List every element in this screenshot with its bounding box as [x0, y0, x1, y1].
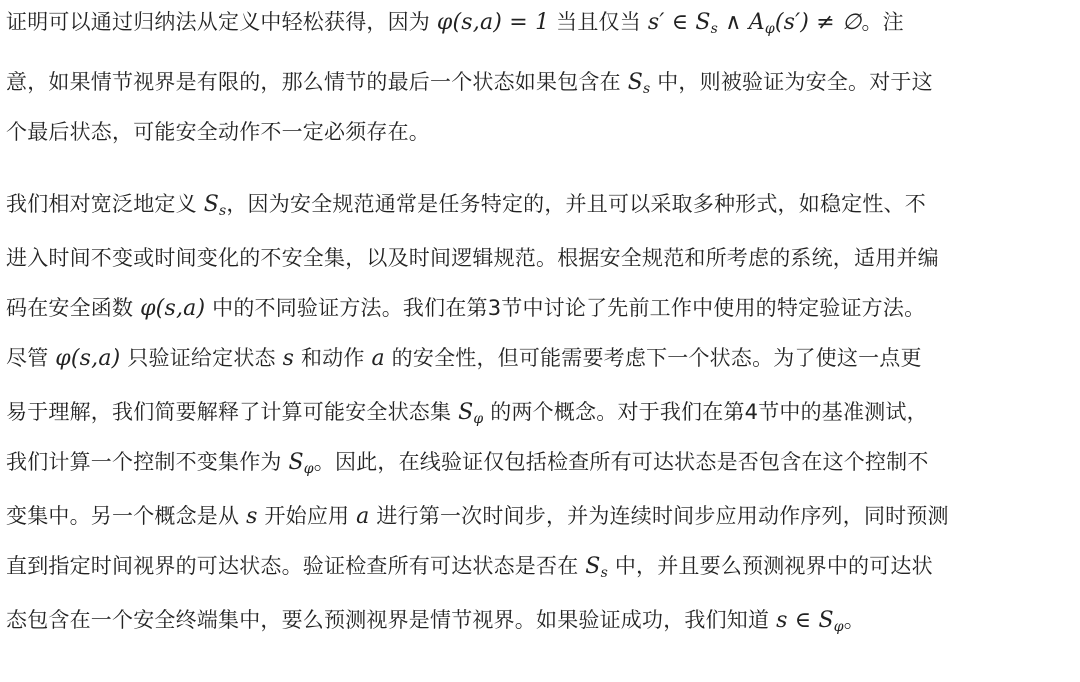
math-symbols: φ(s,a) [55, 346, 121, 371]
math-expression [437, 10, 549, 35]
text-segment: 只验证给定状态 [120, 346, 283, 370]
text-segment: 。注 [861, 10, 904, 34]
math-subscript: s [218, 203, 227, 219]
text-segment: 我们相对宽泛地定义 [6, 192, 204, 216]
text-segment: 。 [843, 608, 865, 632]
math-symbols: a [356, 504, 370, 529]
math-symbols: S [458, 400, 474, 425]
math-symbols: s [246, 504, 258, 529]
math-expression [246, 504, 258, 529]
text-segment: 和动作 [294, 346, 372, 370]
math-expression [775, 10, 862, 35]
text-segment: 进入时间不变或时间变化的不安全集，以及时间逻辑规范。根据安全规范和所考虑的系统，适用并编 [6, 246, 939, 270]
text-segment: 易于理解，我们简要解释了计算可能安全状态集 [6, 400, 459, 424]
text-line [6, 442, 1074, 482]
text-segment: 。因此，在线验证仅包括检查所有可达状态是否包含在这个控制不 [313, 450, 929, 474]
text-segment: 变集中。另一个概念是从 [6, 504, 247, 528]
text-line [6, 338, 1074, 378]
text-segment: 进行第一次时间步，并为连续时间步应用动作序列，同时预测 [369, 504, 949, 528]
math-expression [776, 608, 844, 633]
math-expression [204, 192, 227, 217]
text-segment: 个最后状态，可能安全动作不一定必须存在。 [6, 120, 430, 144]
math-symbols: S [627, 70, 643, 95]
text-line [6, 392, 1074, 432]
math-symbols: S [203, 192, 219, 217]
math-symbols: ∧ A [718, 10, 765, 35]
math-subscript: s [710, 21, 719, 37]
math-symbols: S [288, 450, 304, 475]
text-line [6, 62, 1074, 102]
text-segment: 意，如果情节视界是有限的，那么情节的最后一个状态如果包含在 [6, 70, 628, 94]
math-subscript: φ [764, 21, 775, 37]
math-expression [718, 10, 775, 35]
text-segment: 中，并且要么预测视界中的可达状 [607, 554, 933, 578]
text-segment: 的两个概念。对于我们在第4节中的基准测试， [483, 400, 928, 424]
text-segment: 证明可以通过归纳法从定义中轻松获得，因为 [6, 10, 437, 34]
text-line [6, 2, 1074, 42]
math-symbols: a [371, 346, 385, 371]
text-line [6, 238, 1074, 278]
text-line [6, 546, 1074, 586]
text-segment: 开始应用 [257, 504, 357, 528]
text-line [6, 184, 1074, 224]
math-symbols: φ(s,a) = 1 [436, 10, 550, 35]
text-segment: ，因为安全规范通常是任务特定的，并且可以采取多种形式，如稳定性、不 [226, 192, 926, 216]
math-expression [55, 346, 120, 371]
math-expression [585, 554, 608, 579]
math-expression [628, 70, 651, 95]
text-line [6, 600, 1074, 640]
math-symbols: s [282, 346, 295, 371]
math-symbols: s′ ∈ S [647, 10, 711, 35]
text-segment: 中的不同验证方法。我们在第3节中讨论了先前工作中使用的特定验证方法。 [205, 296, 926, 320]
text-line [6, 112, 1074, 152]
math-subscript: s [642, 81, 651, 97]
text-segment: 当且仅当 [549, 10, 648, 34]
text-segment: 我们计算一个控制不变集作为 [6, 450, 289, 474]
math-expression [356, 504, 369, 529]
math-expression [371, 346, 384, 371]
math-subscript: φ [303, 461, 314, 477]
text-segment: 直到指定时间视界的可达状态。验证检查所有可达状态是否在 [6, 554, 586, 578]
math-symbols: S [585, 554, 601, 579]
text-line [6, 288, 1074, 328]
text-segment: 的安全性，但可能需要考虑下一个状态。为了使这一点更 [384, 346, 922, 370]
math-symbols: (s′) ≠ ∅ [774, 10, 862, 35]
math-expression [458, 400, 483, 425]
text-segment: 尽管 [6, 346, 56, 370]
text-segment: 态包含在一个安全终端集中，要么预测视界是情节视界。如果验证成功，我们知道 [6, 608, 777, 632]
math-symbols: s ∈ S [776, 608, 834, 633]
math-subscript: φ [833, 619, 844, 635]
math-subscript: s [600, 565, 608, 581]
math-expression [648, 10, 718, 35]
text-line [6, 496, 1074, 536]
math-expression [140, 296, 205, 321]
text-segment: 码在安全函数 [6, 296, 141, 320]
math-expression [283, 346, 295, 371]
math-subscript: φ [473, 411, 484, 427]
math-expression [288, 450, 313, 475]
math-symbols: φ(s,a) [140, 296, 206, 321]
text-segment: 中，则被验证为安全。对于这 [650, 70, 933, 94]
